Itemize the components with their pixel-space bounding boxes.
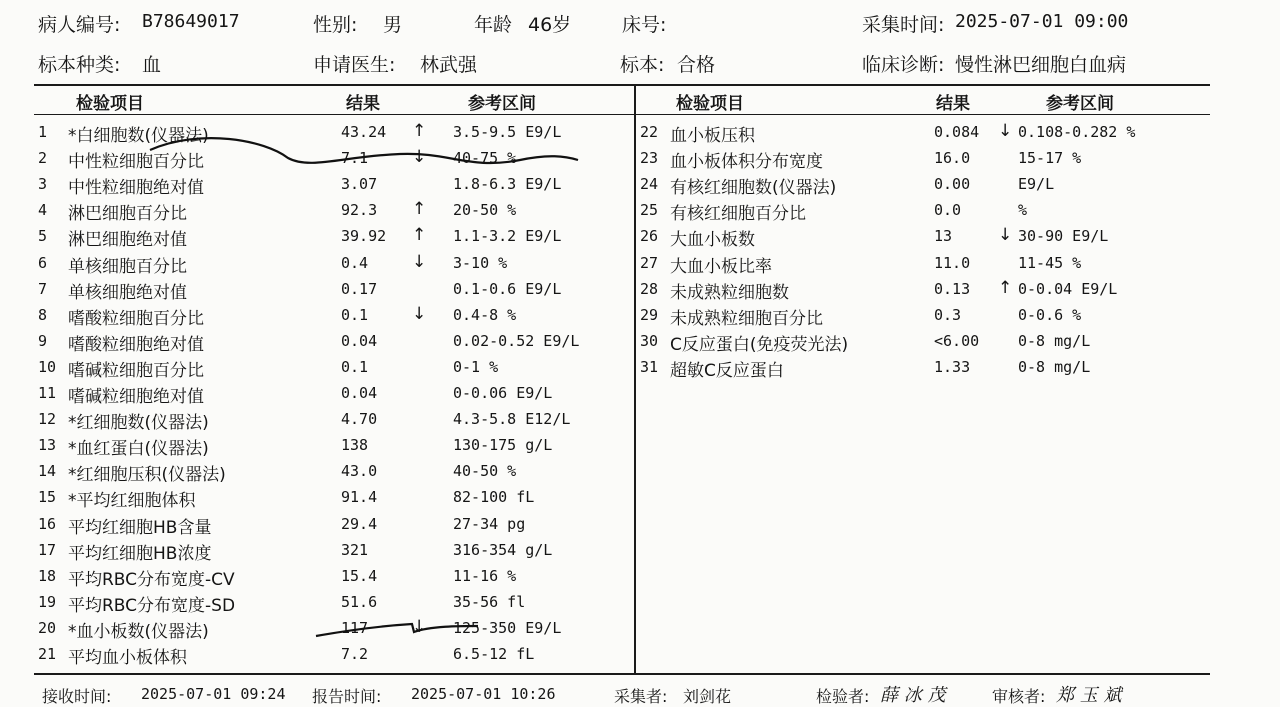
left-col-range: 参考区间 (468, 94, 536, 114)
result-row (0, 617, 1280, 643)
result-row (0, 173, 1280, 199)
left-col-item: 检验项目 (76, 94, 144, 114)
row-number: 23 (640, 149, 659, 168)
result-value: 0.0 (934, 201, 962, 220)
result-flag: ↑ (412, 199, 427, 220)
item-name: 单核细胞百分比 (68, 256, 187, 277)
item-name: 平均红细胞HB含量 (68, 517, 212, 538)
result-value: 7.1 (341, 149, 369, 168)
result-value: 13 (934, 227, 953, 246)
item-name: 有核红细胞数(仪器法) (670, 178, 837, 199)
right-col-range: 参考区间 (1046, 94, 1114, 114)
result-value: 0.13 (934, 279, 971, 298)
row-number: 18 (38, 566, 57, 585)
item-name: 大血小板比率 (670, 256, 772, 277)
result-value: 0.4 (341, 253, 369, 272)
table-bottom-rule (34, 673, 1210, 675)
reference-range: 35-56 fl (453, 592, 526, 611)
row-number: 11 (38, 384, 57, 402)
reference-range: 0-8 mg/L (1018, 357, 1091, 376)
reference-range: 0-8 mg/L (1018, 331, 1091, 350)
result-flag: ↓ (412, 251, 427, 272)
reviewer-signature: 郑 玉 斌 (1056, 685, 1122, 706)
item-name: *血红蛋白(仪器法) (68, 439, 209, 460)
left-col-result: 结果 (346, 94, 380, 114)
result-row (0, 460, 1280, 486)
reference-range: 15-17 % (1018, 149, 1082, 168)
age-value: 46岁 (528, 14, 572, 36)
item-name: 有核红细胞百分比 (670, 204, 806, 225)
reference-range: % (1018, 201, 1028, 220)
reference-range: 6.5-12 fL (453, 645, 535, 663)
reference-range: 40-75 % (453, 149, 517, 168)
sample-label: 标本: (620, 54, 665, 76)
row-number: 21 (38, 645, 57, 663)
gender-label: 性别: (313, 14, 358, 36)
diagnosis-label: 临床诊断: (862, 54, 945, 76)
item-name: 血小板压积 (670, 126, 755, 146)
result-flag: ↑ (412, 121, 427, 141)
result-value: 91.4 (341, 488, 378, 507)
reference-range: 125-350 E9/L (453, 618, 562, 637)
result-value: 0.084 (934, 123, 980, 141)
item-name: 中性粒细胞绝对值 (68, 178, 204, 199)
reference-range: E9/L (1018, 175, 1055, 194)
row-number: 2 (38, 149, 48, 168)
reference-range: 130-175 g/L (453, 436, 553, 455)
receive-label: 接收时间: (42, 687, 112, 706)
report-label: 报告时间: (312, 687, 382, 706)
item-name: 血小板体积分布宽度 (670, 152, 823, 173)
item-name: 嗜碱粒细胞百分比 (68, 360, 204, 381)
result-row (0, 408, 1280, 434)
row-number: 12 (38, 410, 57, 429)
collect-time-label: 采集时间: (862, 14, 945, 36)
reference-range: 0-1 % (453, 357, 499, 376)
result-flag: ↓ (998, 225, 1013, 246)
item-name: *血小板数(仪器法) (68, 621, 209, 642)
diagnosis-value: 慢性淋巴细胞白血病 (955, 54, 1127, 76)
result-row (0, 304, 1280, 330)
table-top-rule (34, 84, 1210, 86)
reference-range: 30-90 E9/L (1018, 227, 1109, 246)
result-value: 92.3 (341, 201, 378, 220)
result-row (0, 199, 1280, 225)
result-value: 0.17 (341, 279, 378, 298)
result-row (0, 278, 1280, 304)
specimen-label: 标本种类: (38, 54, 121, 76)
result-row (0, 147, 1280, 173)
row-number: 31 (640, 357, 659, 376)
row-number: 25 (640, 201, 659, 220)
reference-range: 0-0.06 E9/L (453, 384, 553, 402)
result-row (0, 486, 1280, 512)
result-row (0, 121, 1280, 147)
collector-value: 刘剑花 (683, 687, 732, 706)
item-name: 嗜酸粒细胞绝对值 (68, 334, 204, 355)
result-value: 0.1 (341, 357, 369, 376)
result-value: 321 (341, 540, 369, 559)
collector-label: 采集者: (614, 687, 668, 706)
result-value: 0.1 (341, 305, 369, 324)
result-value: 0.04 (341, 331, 378, 350)
row-number: 27 (640, 253, 659, 272)
reference-range: 20-50 % (453, 201, 517, 220)
result-flag: ↓ (412, 616, 427, 637)
result-row (0, 591, 1280, 617)
item-name: *白细胞数(仪器法) (68, 126, 209, 146)
reference-range: 3-10 % (453, 253, 508, 272)
item-name: 淋巴细胞百分比 (68, 204, 187, 225)
item-name: 嗜酸粒细胞百分比 (68, 308, 204, 329)
row-number: 24 (640, 175, 659, 194)
item-name: *红细胞数(仪器法) (68, 413, 209, 434)
row-number: 22 (640, 123, 659, 141)
item-name: 平均RBC分布宽度-CV (68, 569, 235, 590)
sample-status: 合格 (677, 54, 716, 76)
result-row (0, 225, 1280, 251)
reference-range: 0.02-0.52 E9/L (453, 331, 580, 350)
result-row (0, 513, 1280, 539)
patient-id-label: 病人编号: (38, 14, 121, 36)
reference-range: 4.3-5.8 E12/L (453, 410, 571, 429)
reference-range: 0-0.6 % (1018, 305, 1082, 324)
result-flag: ↓ (412, 147, 427, 168)
result-value: 15.4 (341, 566, 378, 585)
report-time: 2025-07-01 10:26 (411, 685, 556, 703)
reference-range: 316-354 g/L (453, 540, 553, 559)
result-value: 11.0 (934, 253, 971, 272)
row-number: 10 (38, 357, 57, 376)
result-value: 3.07 (341, 175, 378, 194)
reference-range: 1.1-3.2 E9/L (453, 227, 562, 246)
reviewer-label: 审核者: (992, 687, 1046, 706)
tester-label: 检验者: (816, 687, 870, 706)
item-name: 嗜碱粒细胞绝对值 (68, 387, 204, 407)
row-number: 5 (38, 227, 48, 246)
result-flag: ↑ (998, 277, 1013, 298)
row-number: 17 (38, 540, 57, 559)
row-number: 19 (38, 592, 57, 611)
item-name: 淋巴细胞绝对值 (68, 230, 187, 251)
reference-range: 3.5-9.5 E9/L (453, 123, 562, 141)
patient-id: B78649017 (142, 11, 240, 32)
row-number: 1 (38, 123, 48, 141)
item-name: 平均红细胞HB浓度 (68, 543, 212, 564)
doctor-label: 申请医生: (313, 54, 396, 76)
row-number: 15 (38, 488, 57, 507)
gender-value: 男 (383, 14, 403, 36)
item-name: 超敏C反应蛋白 (670, 360, 784, 381)
bed-label: 床号: (622, 14, 667, 36)
row-number: 6 (38, 253, 48, 272)
reference-range: 0-0.04 E9/L (1018, 279, 1118, 298)
right-col-item: 检验项目 (676, 94, 744, 114)
result-row (0, 643, 1280, 669)
doctor-value: 林武强 (420, 54, 478, 76)
reference-range: 82-100 fL (453, 488, 535, 507)
receive-time: 2025-07-01 09:24 (141, 685, 286, 703)
result-value: 16.0 (934, 149, 971, 168)
row-number: 16 (38, 514, 57, 533)
reference-range: 11-45 % (1018, 253, 1082, 272)
row-number: 9 (38, 331, 48, 350)
collect-time: 2025-07-01 09:00 (955, 11, 1129, 32)
result-row (0, 539, 1280, 565)
row-number: 30 (640, 331, 659, 350)
reference-range: 40-50 % (453, 462, 517, 481)
result-value: 39.92 (341, 227, 387, 246)
result-value: 138 (341, 436, 369, 455)
result-row (0, 382, 1280, 408)
reference-range: 0.4-8 % (453, 305, 517, 324)
result-value: <6.00 (934, 331, 980, 350)
result-value: 1.33 (934, 357, 971, 376)
result-value: 43.24 (341, 123, 387, 141)
result-row (0, 356, 1280, 382)
result-row (0, 434, 1280, 460)
result-value: 43.0 (341, 462, 378, 481)
row-number: 8 (38, 305, 48, 324)
row-number: 4 (38, 201, 48, 220)
result-value: 117 (341, 618, 369, 637)
row-number: 26 (640, 227, 659, 246)
item-name: 平均RBC分布宽度-SD (68, 595, 236, 616)
row-number: 28 (640, 279, 659, 298)
result-flag: ↓ (412, 303, 427, 324)
result-flag: ↓ (998, 121, 1013, 141)
item-name: *平均红细胞体积 (68, 491, 196, 512)
item-name: C反应蛋白(免疫荧光法) (670, 334, 849, 355)
item-name: *红细胞压积(仪器法) (68, 465, 226, 486)
result-value: 0.00 (934, 175, 971, 194)
specimen-value: 血 (142, 54, 162, 76)
result-value: 4.70 (341, 410, 378, 429)
item-name: 未成熟粒细胞百分比 (670, 308, 823, 329)
reference-range: 0.1-0.6 E9/L (453, 279, 562, 298)
result-value: 51.6 (341, 592, 378, 611)
item-name: 平均血小板体积 (68, 648, 187, 668)
result-row (0, 330, 1280, 356)
result-value: 0.3 (934, 305, 962, 324)
reference-range: 11-16 % (453, 566, 517, 585)
row-number: 20 (38, 618, 57, 637)
item-name: 单核细胞绝对值 (68, 282, 187, 303)
row-number: 7 (38, 279, 48, 298)
row-number: 14 (38, 462, 57, 481)
result-row (0, 252, 1280, 278)
item-name: 中性粒细胞百分比 (68, 152, 204, 173)
item-name: 大血小板数 (670, 230, 755, 251)
age-label: 年龄 (474, 14, 513, 36)
result-row (0, 565, 1280, 591)
result-value: 0.04 (341, 384, 378, 402)
result-value: 29.4 (341, 514, 378, 533)
tester-signature: 薛 冰 茂 (880, 685, 946, 706)
right-col-result: 结果 (936, 94, 970, 114)
result-flag: ↑ (412, 225, 427, 246)
result-value: 7.2 (341, 645, 369, 663)
reference-range: 27-34 pg (453, 514, 526, 533)
reference-range: 0.108-0.282 % (1018, 123, 1136, 141)
row-number: 3 (38, 175, 48, 194)
header-bottom-rule (34, 114, 1210, 115)
row-number: 29 (640, 305, 659, 324)
row-number: 13 (38, 436, 57, 455)
item-name: 未成熟粒细胞数 (670, 282, 789, 303)
reference-range: 1.8-6.3 E9/L (453, 175, 562, 194)
